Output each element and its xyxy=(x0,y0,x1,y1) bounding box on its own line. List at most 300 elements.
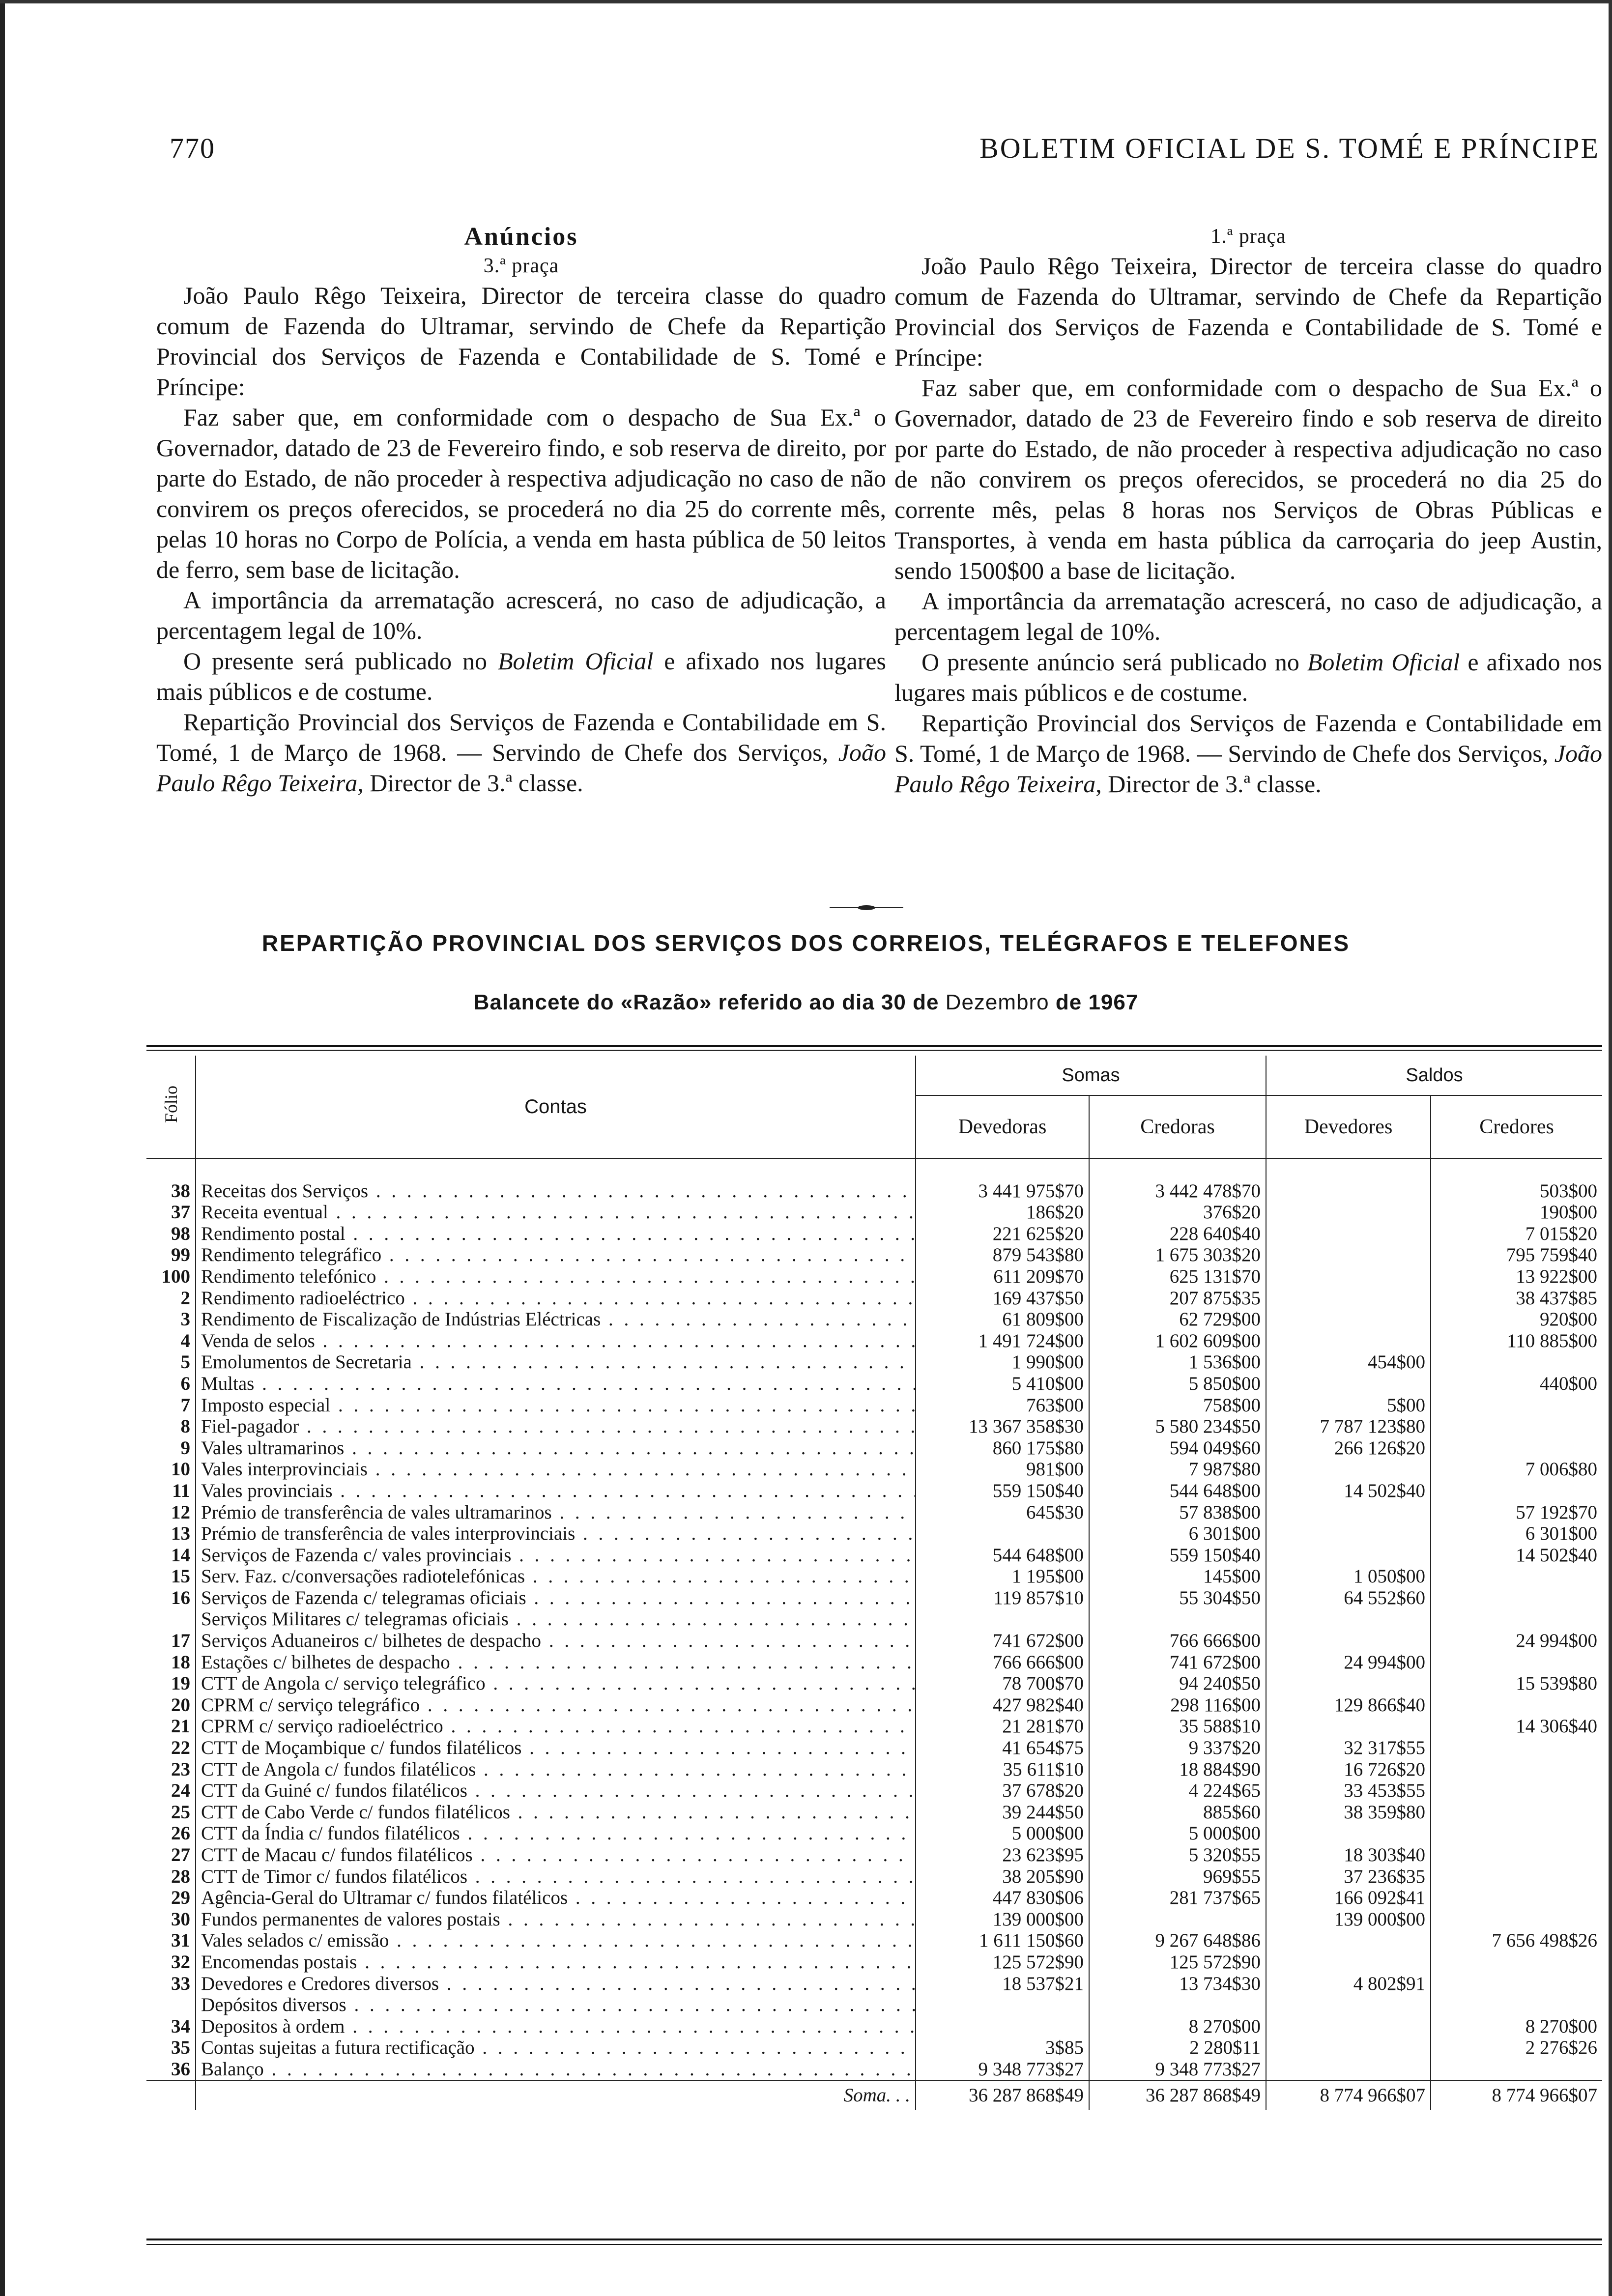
saldos-credores-cell xyxy=(1431,1802,1602,1823)
account-name xyxy=(196,1437,916,1459)
saldos-credores-cell xyxy=(1431,1737,1602,1759)
total-saldos-devedores: 8 774 966$07 xyxy=(1266,2081,1431,2110)
somas-credoras-cell: 1 675 303$20 xyxy=(1089,1244,1266,1266)
running-title: BOLETIM OFICIAL DE S. TOMÉ E PRÍNCIPE xyxy=(979,132,1600,164)
folio-header: Fólio xyxy=(146,1056,196,1158)
account-label: Imposto especial . . . xyxy=(201,1395,916,1416)
folio-cell: 29 xyxy=(171,1887,190,1909)
account-name xyxy=(196,1309,916,1330)
account-label: CTT de Angola c/ fundos filatélicos . . . xyxy=(201,1759,916,1780)
account-label: Serviços de Fazenda c/ vales provinciais . . . xyxy=(201,1545,916,1566)
folio-cell: 20 xyxy=(171,1694,190,1716)
folio-cell: 27 xyxy=(171,1844,190,1866)
somas-credoras-cell xyxy=(1089,1909,1266,1930)
somas-credoras-cell: 9 267 648$86 xyxy=(1089,1930,1266,1952)
table-row xyxy=(146,1823,1602,1844)
folio-cell: 32 xyxy=(171,1951,190,1973)
account-label: CPRM c/ serviço telegráfico . . . xyxy=(201,1694,916,1716)
saldos-credores-cell xyxy=(1431,1587,1602,1609)
account-label: Encomendas postais . . . xyxy=(201,1952,916,1973)
account-label: Multas . . . xyxy=(201,1373,916,1394)
somas-credoras-cell: 5 320$55 xyxy=(1089,1844,1266,1866)
somas-credoras-cell: 3 442 478$70 xyxy=(1089,1180,1266,1202)
somas-credoras-cell: 885$60 xyxy=(1089,1802,1266,1823)
somas-devedoras-cell: 35 611$10 xyxy=(916,1759,1089,1780)
table-top-rule-thin xyxy=(146,1050,1602,1051)
announcement-right xyxy=(894,222,1602,799)
table-row xyxy=(146,1480,1602,1502)
account-label: Depósitos diversos . . . xyxy=(201,1994,916,2015)
table-row xyxy=(146,1223,1602,1245)
somas-credoras-cell xyxy=(1089,1608,1266,1630)
saldos-credores-cell: 7 015$20 xyxy=(1431,1223,1602,1245)
account-label: CTT de Timor c/ fundos filatélicos . . . xyxy=(201,1866,916,1887)
account-label: Depositos à ordem . . . xyxy=(201,2016,916,2037)
somas-credoras-cell: 594 049$60 xyxy=(1089,1437,1266,1459)
somas-credoras-cell: 228 640$40 xyxy=(1089,1223,1266,1245)
saldos-devedores-cell xyxy=(1266,1716,1431,1737)
account-label: Serv. Faz. c/conversações radiotelefónicas . . . xyxy=(201,1566,916,1587)
account-label: Vales interprovinciais . . . xyxy=(201,1459,916,1480)
somas-credoras-cell: 94 240$50 xyxy=(1089,1673,1266,1694)
folio-cell xyxy=(146,1994,196,2016)
somas-devedoras-cell: 9 348 773$27 xyxy=(916,2059,1089,2081)
folio-cell: 7 xyxy=(180,1394,190,1416)
account-name xyxy=(196,1223,916,1245)
somas-credoras-cell: 766 666$00 xyxy=(1089,1630,1266,1652)
account-name xyxy=(196,1737,916,1759)
table-row xyxy=(146,1373,1602,1395)
table-row xyxy=(146,1994,1602,2016)
account-label: CPRM c/ serviço radioeléctrico . . . xyxy=(201,1716,916,1737)
account-label: CTT de Cabo Verde c/ fundos filatélicos . . . xyxy=(201,1802,916,1823)
table-row xyxy=(146,1802,1602,1823)
account-name xyxy=(196,1952,916,1973)
saldos-credores-cell: 440$00 xyxy=(1431,1373,1602,1395)
account-name xyxy=(196,1716,916,1737)
table-row xyxy=(146,1652,1602,1673)
saldos-devedores-cell xyxy=(1266,1288,1431,1309)
somas-devedoras-cell: 5 000$00 xyxy=(916,1823,1089,1844)
folio-cell: 5 xyxy=(180,1351,190,1373)
account-label: Prémio de transferência de vales interprovinciais . . . xyxy=(201,1523,916,1544)
saldos-credores-cell: 38 437$85 xyxy=(1431,1288,1602,1309)
table-row xyxy=(146,1608,1602,1630)
saldos-credores-cell: 190$00 xyxy=(1431,1202,1602,1223)
saldos-credores-cell: 503$00 xyxy=(1431,1180,1602,1202)
table-row xyxy=(146,1545,1602,1566)
somas-devedoras-cell: 38 205$90 xyxy=(916,1866,1089,1888)
saldos-credores-cell: 24 994$00 xyxy=(1431,1630,1602,1652)
account-name xyxy=(196,1266,916,1288)
table-row xyxy=(146,1587,1602,1609)
saldos-devedores-cell xyxy=(1266,1930,1431,1952)
table-row xyxy=(146,1351,1602,1373)
table-row xyxy=(146,1180,1602,1202)
table-row xyxy=(146,1244,1602,1266)
folio-cell: 6 xyxy=(180,1373,190,1394)
account-name xyxy=(196,1545,916,1566)
account-label: CTT da Índia c/ fundos filatélicos . . . xyxy=(201,1823,916,1844)
page-number: 770 xyxy=(170,132,215,164)
somas-devedoras-cell: 61 809$00 xyxy=(916,1309,1089,1330)
somas-credoras-cell: 5 000$00 xyxy=(1089,1823,1266,1844)
signatory-name: João Paulo Rêgo Teixeira xyxy=(894,740,1602,798)
table-bottom-rule-thin xyxy=(146,2244,1602,2245)
saldos-devedores-cell xyxy=(1266,1202,1431,1223)
folio-cell: 36 xyxy=(171,2058,190,2080)
total-somas-credoras: 36 287 868$49 xyxy=(1089,2081,1266,2110)
somas-devedoras-cell: 119 857$10 xyxy=(916,1587,1089,1609)
somas-devedoras-cell: 125 572$90 xyxy=(916,1952,1089,1973)
account-name xyxy=(196,1180,916,1202)
table-row xyxy=(146,1266,1602,1288)
spacer-row xyxy=(146,1158,1602,1180)
table-row xyxy=(146,1523,1602,1545)
publication-prefix: O presente será publicado no xyxy=(183,647,498,675)
intro-paragraph-left: João Paulo Rêgo Teixeira, Director de terceira classe do quadro comum de Fazenda do Ultramar, servindo de Chefe da Repartição Provincial dos Serviços de Fazenda e Contabilidade de S. Tomé e Príncipe: xyxy=(156,282,886,401)
somas-credoras-cell: 5 580 234$50 xyxy=(1089,1416,1266,1437)
table-row xyxy=(146,1566,1602,1587)
somas-credoras-cell: 145$00 xyxy=(1089,1566,1266,1587)
total-row xyxy=(146,2081,1602,2110)
table-row xyxy=(146,1202,1602,1223)
somas-devedoras-cell xyxy=(916,1608,1089,1630)
somas-devedoras-cell: 21 281$70 xyxy=(916,1716,1089,1737)
account-label: Balanço . . . xyxy=(201,2059,916,2080)
somas-credoras-cell: 2 280$11 xyxy=(1089,2037,1266,2059)
saldos-devedores-cell xyxy=(1266,1952,1431,1973)
somas-credoras-cell: 1 602 609$00 xyxy=(1089,1330,1266,1352)
publication-paragraph-left xyxy=(156,646,886,707)
account-name xyxy=(196,1608,916,1630)
folio-cell: 24 xyxy=(171,1780,190,1802)
saldos-devedores-cell xyxy=(1266,1630,1431,1652)
folio-cell: 2 xyxy=(180,1287,190,1309)
account-label: CTT de Macau c/ fundos filatélicos . . . xyxy=(201,1844,916,1866)
account-label: Fundos permanentes de valores postais . . . xyxy=(201,1909,916,1930)
table-row xyxy=(146,1309,1602,1330)
somas-credoras-cell: 9 337$20 xyxy=(1089,1737,1266,1759)
somas-credoras-header: Credoras xyxy=(1089,1095,1266,1158)
closing-suffix: , Director de 3.ª classe. xyxy=(357,769,583,797)
saldos-credores-cell: 14 306$40 xyxy=(1431,1716,1602,1737)
account-label: Serviços Militares c/ telegramas oficiais . . . xyxy=(201,1608,916,1630)
folio-cell: 17 xyxy=(171,1630,190,1652)
page-header xyxy=(170,132,1600,166)
table-row xyxy=(146,1630,1602,1652)
folio-cell: 9 xyxy=(180,1437,190,1459)
account-label: Estações c/ bilhetes de despacho . . . xyxy=(201,1652,916,1673)
table-row xyxy=(146,1844,1602,1866)
somas-credoras-cell: 625 131$70 xyxy=(1089,1266,1266,1288)
folio-cell: 34 xyxy=(171,2015,190,2037)
saldos-devedores-cell xyxy=(1266,2037,1431,2059)
somas-devedoras-cell: 13 367 358$30 xyxy=(916,1416,1089,1437)
saldos-credores-cell xyxy=(1431,1351,1602,1373)
account-label: Rendimento postal . . . xyxy=(201,1223,916,1244)
total-somas-devedoras: 36 287 868$49 xyxy=(916,2081,1089,2110)
account-name xyxy=(196,1866,916,1888)
folio-cell: 23 xyxy=(171,1758,190,1780)
somas-devedoras-cell: 221 625$20 xyxy=(916,1223,1089,1245)
somas-credoras-cell: 125 572$90 xyxy=(1089,1952,1266,1973)
somas-devedoras-cell: 169 437$50 xyxy=(916,1288,1089,1309)
subtitle-month: Dezembro xyxy=(945,990,1049,1014)
account-name xyxy=(196,1994,916,2016)
somas-credoras-cell: 544 648$00 xyxy=(1089,1480,1266,1502)
auction-round-right: 1.ª praça xyxy=(1210,225,1286,248)
saldos-credores-cell: 6 301$00 xyxy=(1431,1523,1602,1545)
saldos-credores-cell: 2 276$26 xyxy=(1431,2037,1602,2059)
somas-devedoras-cell: 763$00 xyxy=(916,1395,1089,1416)
folio-cell: 98 xyxy=(171,1223,190,1244)
somas-credoras-cell: 207 875$35 xyxy=(1089,1288,1266,1309)
saldos-devedores-cell xyxy=(1266,1608,1431,1630)
table-row xyxy=(146,1930,1602,1952)
account-name xyxy=(196,2037,916,2059)
somas-devedoras-cell: 18 537$21 xyxy=(916,1973,1089,1995)
account-name xyxy=(196,1909,916,1930)
table-row xyxy=(146,1502,1602,1523)
somas-credoras-cell: 4 224$65 xyxy=(1089,1780,1266,1802)
folio-cell: 4 xyxy=(180,1330,190,1351)
somas-devedoras-cell: 611 209$70 xyxy=(916,1266,1089,1288)
table-top-rule xyxy=(146,1045,1602,1047)
somas-devedoras-cell: 981$00 xyxy=(916,1459,1089,1480)
somas-devedoras-header: Devedoras xyxy=(916,1095,1089,1158)
scan-edge-top xyxy=(0,0,1612,3)
saldos-credores-cell xyxy=(1431,1994,1602,2016)
account-name xyxy=(196,1480,916,1502)
folio-cell: 10 xyxy=(171,1459,190,1480)
account-label: Fiel-pagador . . . xyxy=(201,1416,916,1437)
saldos-credores-cell xyxy=(1431,2059,1602,2081)
folio-cell: 18 xyxy=(171,1651,190,1673)
saldos-devedores-cell xyxy=(1266,1330,1431,1352)
somas-credoras-cell: 7 987$80 xyxy=(1089,1459,1266,1480)
saldos-devedores-header: Devedores xyxy=(1266,1095,1431,1158)
account-label: CTT da Guiné c/ fundos filatélicos . . . xyxy=(201,1780,916,1801)
somas-devedoras-cell: 860 175$80 xyxy=(916,1437,1089,1459)
somas-devedoras-cell: 741 672$00 xyxy=(916,1630,1089,1652)
folio-cell: 11 xyxy=(172,1480,190,1501)
account-name xyxy=(196,1802,916,1823)
closing-prefix: Repartição Provincial dos Serviços de Fazenda e Contabilidade em S. Tomé, 1 de Março de 1968. — Servindo de Chefe dos Serviços, xyxy=(894,709,1602,767)
somas-credoras-cell: 13 734$30 xyxy=(1089,1973,1266,1995)
somas-devedoras-cell xyxy=(916,2016,1089,2038)
account-label: Vales selados c/ emissão . . . xyxy=(201,1930,916,1951)
somas-devedoras-cell: 427 982$40 xyxy=(916,1694,1089,1716)
account-name xyxy=(196,1694,916,1716)
publication-title: Boletim Oficial xyxy=(498,647,654,675)
table-row xyxy=(146,1759,1602,1780)
publication-suffix: e afixado nos lugares mais públicos e de costume. xyxy=(894,648,1603,706)
account-name xyxy=(196,1523,916,1545)
somas-devedoras-cell: 41 654$75 xyxy=(916,1737,1089,1759)
somas-credoras-cell: 8 270$00 xyxy=(1089,2016,1266,2038)
folio-cell: 26 xyxy=(171,1823,190,1844)
total-label: Soma. . . xyxy=(196,2081,916,2110)
saldos-devedores-cell: 266 126$20 xyxy=(1266,1437,1431,1459)
somas-devedoras-cell: 1 611 150$60 xyxy=(916,1930,1089,1952)
somas-devedoras-cell: 186$20 xyxy=(916,1202,1089,1223)
saldos-devedores-cell xyxy=(1266,1180,1431,1202)
auction-round-left: 3.ª praça xyxy=(483,255,559,277)
folio-cell: 14 xyxy=(171,1544,190,1566)
account-name xyxy=(196,1566,916,1587)
account-label: Rendimento telefónico . . . xyxy=(201,1266,916,1287)
somas-credoras-cell: 298 116$00 xyxy=(1089,1694,1266,1716)
somas-devedoras-cell xyxy=(916,1994,1089,2016)
table-row xyxy=(146,1973,1602,1995)
somas-credoras-cell: 9 348 773$27 xyxy=(1089,2059,1266,2081)
folio-cell: 21 xyxy=(171,1716,190,1737)
saldos-devedores-cell xyxy=(1266,1823,1431,1844)
saldos-credores-cell xyxy=(1431,1844,1602,1866)
signatory-name: João Paulo Rêgo Teixeira xyxy=(156,739,886,797)
saldos-devedores-cell: 14 502$40 xyxy=(1266,1480,1431,1502)
somas-credoras-cell: 18 884$90 xyxy=(1089,1759,1266,1780)
scan-edge-left xyxy=(0,0,5,2296)
saldos-credores-cell: 14 502$40 xyxy=(1431,1545,1602,1566)
somas-devedoras-cell: 3 441 975$70 xyxy=(916,1180,1089,1202)
somas-header: Somas xyxy=(916,1056,1266,1095)
account-name xyxy=(196,1973,916,1995)
account-label: Receita eventual . . . xyxy=(201,1202,916,1223)
saldos-devedores-cell xyxy=(1266,1223,1431,1245)
table-bottom-rule xyxy=(146,2239,1602,2240)
saldos-credores-cell: 920$00 xyxy=(1431,1309,1602,1330)
folio-cell: 37 xyxy=(171,1202,190,1223)
somas-devedoras-cell: 645$30 xyxy=(916,1502,1089,1523)
somas-devedoras-cell: 3$85 xyxy=(916,2037,1089,2059)
account-label: Rendimento radioeléctrico . . . xyxy=(201,1288,916,1309)
saldos-devedores-cell xyxy=(1266,1266,1431,1288)
account-name xyxy=(196,1759,916,1780)
folio-cell: 8 xyxy=(180,1416,190,1437)
somas-devedoras-cell: 37 678$20 xyxy=(916,1780,1089,1802)
account-name xyxy=(196,1887,916,1909)
folio-cell: 33 xyxy=(171,1973,190,1994)
saldos-devedores-cell xyxy=(1266,1373,1431,1395)
account-name xyxy=(196,2016,916,2038)
closing-prefix: Repartição Provincial dos Serviços de Fazenda e Contabilidade em S. Tomé, 1 de Março de 1968. — Servindo de Chefe dos Serviços, xyxy=(156,708,886,766)
total-saldos-credores: 8 774 966$07 xyxy=(1431,2081,1602,2110)
saldos-credores-cell: 7 006$80 xyxy=(1431,1459,1602,1480)
folio-cell: 31 xyxy=(171,1930,190,1952)
saldos-credores-cell xyxy=(1431,1480,1602,1502)
saldos-devedores-cell: 4 802$91 xyxy=(1266,1973,1431,1995)
table-row xyxy=(146,1887,1602,1909)
table-row xyxy=(146,1459,1602,1480)
somas-devedoras-cell: 766 666$00 xyxy=(916,1652,1089,1673)
saldos-devedores-cell xyxy=(1266,1459,1431,1480)
account-name xyxy=(196,1395,916,1416)
section-title: Anúncios xyxy=(464,223,578,251)
saldos-devedores-cell: 18 303$40 xyxy=(1266,1844,1431,1866)
saldos-credores-cell xyxy=(1431,1652,1602,1673)
contas-header: Contas xyxy=(196,1056,916,1158)
saldos-credores-cell xyxy=(1431,1887,1602,1909)
saldos-credores-cell: 795 759$40 xyxy=(1431,1244,1602,1266)
folio-cell: 28 xyxy=(171,1866,190,1887)
account-name xyxy=(196,1244,916,1266)
premium-paragraph-right: A importância da arrematação acrescerá, no caso de adjudicação, a percentagem legal de 10%. xyxy=(894,587,1602,645)
intro-paragraph-right: João Paulo Rêgo Teixeira, Director de terceira classe do quadro comum de Fazenda do Ultramar, servindo de Chefe da Repartição Provincial dos Serviços de Fazenda e Contabilidade de S. Tomé e Príncipe: xyxy=(894,252,1602,371)
closing-paragraph-right xyxy=(894,708,1602,799)
saldos-credores-cell xyxy=(1431,1759,1602,1780)
publication-prefix: O presente anúncio será publicado no xyxy=(921,648,1307,676)
table-row xyxy=(146,1952,1602,1973)
saldos-credores-cell xyxy=(1431,1909,1602,1930)
somas-devedoras-cell: 1 195$00 xyxy=(916,1566,1089,1587)
saldos-credores-cell xyxy=(1431,1437,1602,1459)
account-label: Venda de selos . . . xyxy=(201,1330,916,1351)
account-label: Devedores e Credores diversos . . . xyxy=(201,1973,916,1994)
saldos-devedores-cell xyxy=(1266,1673,1431,1694)
somas-credoras-cell: 1 536$00 xyxy=(1089,1351,1266,1373)
account-name xyxy=(196,1502,916,1523)
folio-cell: 15 xyxy=(171,1566,190,1587)
account-name xyxy=(196,1630,916,1652)
folio-cell: 35 xyxy=(171,2037,190,2059)
folio-cell xyxy=(146,1608,196,1630)
account-name xyxy=(196,1330,916,1352)
subtitle-prefix: Balancete do «Razão» referido ao dia 30 de xyxy=(473,990,946,1014)
account-name xyxy=(196,1930,916,1952)
account-name xyxy=(196,1587,916,1609)
account-label: Emolumentos de Secretaria . . . xyxy=(201,1351,916,1373)
account-name xyxy=(196,1351,916,1373)
table-row xyxy=(146,1780,1602,1802)
somas-devedoras-cell: 879 543$80 xyxy=(916,1244,1089,1266)
account-name xyxy=(196,1844,916,1866)
somas-devedoras-cell: 1 491 724$00 xyxy=(916,1330,1089,1352)
table-row xyxy=(146,1416,1602,1437)
somas-credoras-cell xyxy=(1089,1994,1266,2016)
saldos-devedores-cell: 139 000$00 xyxy=(1266,1909,1431,1930)
saldos-devedores-cell: 454$00 xyxy=(1266,1351,1431,1373)
folio-cell: 16 xyxy=(171,1587,190,1608)
premium-paragraph-left: A importância da arrematação acrescerá, no caso de adjudicação, a percentagem legal de 10%. xyxy=(156,586,886,644)
account-name xyxy=(196,1823,916,1844)
somas-credoras-cell: 376$20 xyxy=(1089,1202,1266,1223)
somas-credoras-cell: 55 304$50 xyxy=(1089,1587,1266,1609)
table-row xyxy=(146,1694,1602,1716)
table-row xyxy=(146,1909,1602,1930)
saldos-devedores-cell xyxy=(1266,1994,1431,2016)
saldos-devedores-cell: 64 552$60 xyxy=(1266,1587,1431,1609)
saldos-devedores-cell: 32 317$55 xyxy=(1266,1737,1431,1759)
saldos-devedores-cell: 129 866$40 xyxy=(1266,1694,1431,1716)
table-subtitle xyxy=(0,990,1612,1015)
saldos-credores-header: Credores xyxy=(1431,1095,1602,1158)
account-label: Rendimento telegráfico . . . xyxy=(201,1244,916,1265)
folio-cell: 12 xyxy=(171,1501,190,1523)
account-name xyxy=(196,1780,916,1802)
saldos-credores-cell xyxy=(1431,1780,1602,1802)
somas-devedoras-cell: 559 150$40 xyxy=(916,1480,1089,1502)
table-row xyxy=(146,1737,1602,1759)
somas-credoras-cell: 35 588$10 xyxy=(1089,1716,1266,1737)
account-label: Serviços de Fazenda c/ telegramas oficiais . . . xyxy=(201,1587,916,1608)
account-name xyxy=(196,1202,916,1223)
saldos-credores-cell: 13 922$00 xyxy=(1431,1266,1602,1288)
somas-credoras-cell: 6 301$00 xyxy=(1089,1523,1266,1545)
table-row xyxy=(146,1437,1602,1459)
account-label: CTT de Moçambique c/ fundos filatélicos . . . xyxy=(201,1737,916,1758)
